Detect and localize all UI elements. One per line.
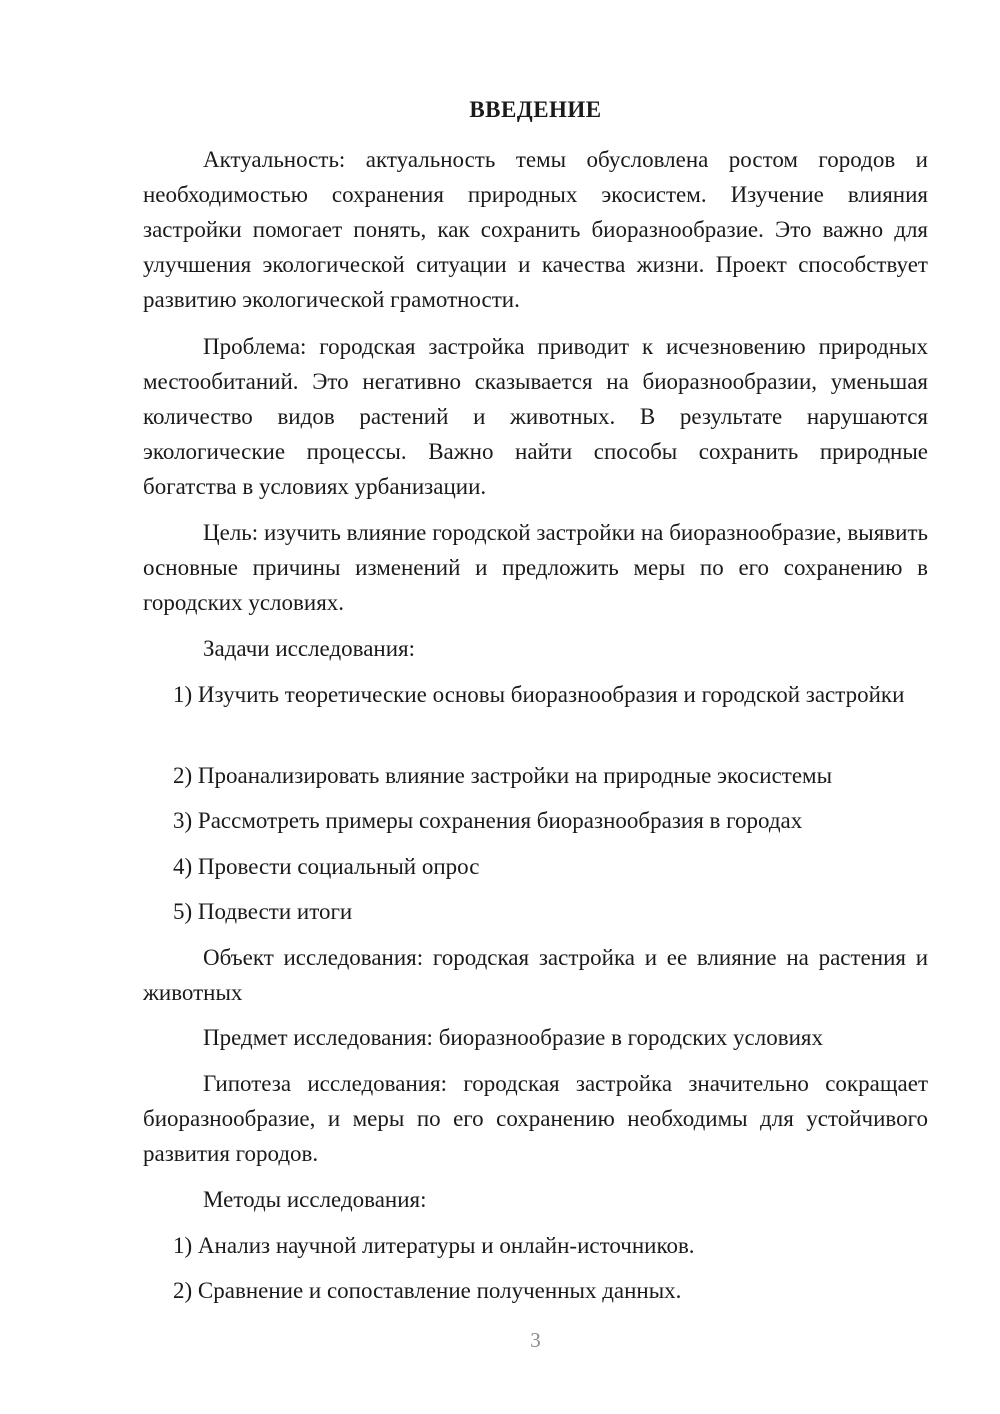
task-item: 4) Провести социальный опрос bbox=[173, 854, 480, 879]
task-item: 1) Изучить теоретические основы биоразнообразия и городской застройки bbox=[173, 682, 905, 707]
hypothesis-paragraph: Гипотеза исследования: городская застройка значительно сокращает биоразнообразие, и меры по его сохранению необходимы для устойчивого развития городов. bbox=[143, 1071, 928, 1166]
methods-heading: Методы исследования: bbox=[203, 1187, 427, 1212]
goal-paragraph: Цель: изучить влияние городской застройки на биоразнообразие, выявить основные причины изменений и предложить меры по его сохранению в городских условиях. bbox=[143, 520, 928, 615]
subject-paragraph: Предмет исследования: биоразнообразие в городских условиях bbox=[203, 1025, 823, 1050]
method-item: 1) Анализ научной литературы и онлайн-источников. bbox=[173, 1233, 695, 1258]
task-item: 5) Подвести итоги bbox=[173, 899, 353, 924]
problem-paragraph: Проблема: городская застройка приводит к исчезновению природных местообитаний. Это негативно сказывается на биоразнообразии, уменьшая количество видов растений и животных. В результате нарушаются экологические процессы. Важно найти способы сохранить природные богатства в условиях урбанизации. bbox=[143, 334, 928, 499]
section-title: ВВЕДЕНИЕ bbox=[469, 97, 602, 122]
method-item: 2) Сравнение и сопоставление полученных данных. bbox=[173, 1278, 682, 1303]
relevance-paragraph: Актуальность: актуальность темы обусловлена ростом городов и необходимостью сохранения природных экосистем. Изучение влияния застройки помогает понять, как сохранить биоразнообразие. Это важно для улучшения экологической ситуации и качества жизни. Проект способствует развитию экологической грамотности. bbox=[143, 147, 928, 312]
tasks-heading: Задачи исследования: bbox=[203, 636, 416, 661]
task-item: 3) Рассмотреть примеры сохранения биоразнообразия в городах bbox=[173, 808, 803, 833]
object-paragraph: Объект исследования: городская застройка и ее влияние на растения и животных bbox=[143, 945, 928, 1005]
task-item: 2) Проанализировать влияние застройки на природные экосистемы bbox=[173, 763, 833, 788]
page-number: 3 bbox=[530, 1328, 541, 1352]
document-page bbox=[143, 0, 928, 1414]
